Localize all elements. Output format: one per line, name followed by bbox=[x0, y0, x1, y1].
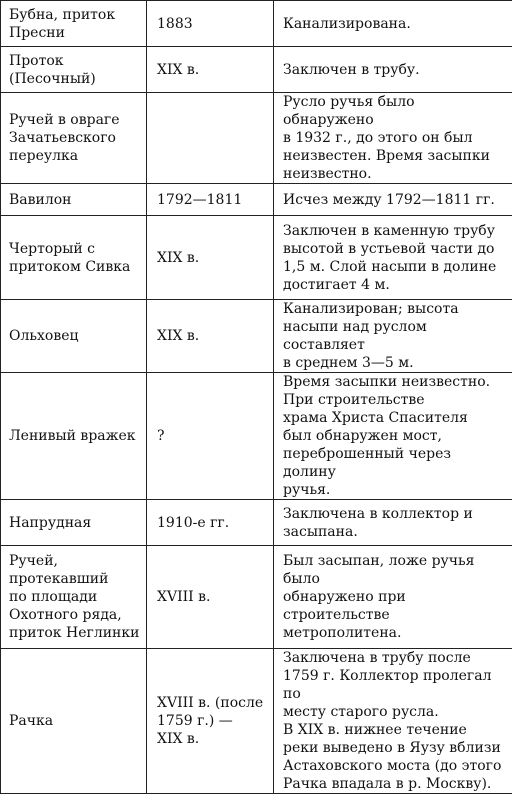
river-name: Проток (Песочный) bbox=[9, 52, 140, 88]
river-year: XIX в. bbox=[157, 61, 267, 79]
river-name: Рачка bbox=[9, 712, 140, 730]
year-cell bbox=[147, 47, 274, 93]
note-cell bbox=[274, 546, 512, 649]
table-row bbox=[1, 373, 512, 500]
table-row bbox=[1, 300, 512, 373]
river-name: Черторый с притоком Сивка bbox=[9, 240, 140, 276]
note-cell bbox=[274, 300, 512, 373]
river-name: Ручей в овраге Зачатьевского переулка bbox=[9, 111, 140, 165]
table-row bbox=[1, 1, 512, 47]
river-year: ? bbox=[157, 427, 267, 445]
river-name: Ленивый вражек bbox=[9, 427, 140, 445]
river-name-cell bbox=[1, 47, 147, 93]
river-name-cell bbox=[1, 184, 147, 216]
river-year: XIX в. bbox=[157, 327, 267, 345]
year-cell bbox=[147, 300, 274, 373]
river-note: Заключен в трубу. bbox=[283, 61, 508, 79]
river-year: XIX в. bbox=[157, 249, 267, 267]
river-year: XVIII в. bbox=[157, 588, 267, 606]
note-cell bbox=[274, 216, 512, 300]
river-note: Исчез между 1792—1811 гг. bbox=[283, 191, 508, 209]
river-name-cell bbox=[1, 93, 147, 184]
note-cell bbox=[274, 373, 512, 500]
table-row bbox=[1, 500, 512, 546]
river-note: Канализирована. bbox=[283, 15, 508, 33]
river-name: Ручей, протекавший по площади Охотного ряда, приток Неглинки bbox=[9, 552, 140, 642]
river-year: 1792—1811 bbox=[157, 191, 267, 209]
river-name: Бубна, приток Пресни bbox=[9, 6, 140, 42]
year-cell bbox=[147, 93, 274, 184]
note-cell bbox=[274, 47, 512, 93]
river-note: Время засыпки неизвестно. При строительстве храма Христа Спасителя был обнаружен мост, переброшенный через долину ручья. bbox=[283, 373, 508, 499]
river-name-cell bbox=[1, 1, 147, 47]
river-year: 1883 bbox=[157, 15, 267, 33]
river-note: Русло ручья было обнаружено в 1932 г., до этого он был неизвестен. Время засыпки неизвестно. bbox=[283, 93, 508, 183]
year-cell bbox=[147, 500, 274, 546]
table-row bbox=[1, 184, 512, 216]
table-row bbox=[1, 93, 512, 184]
river-name: Напрудная bbox=[9, 514, 140, 532]
note-cell bbox=[274, 184, 512, 216]
note-cell bbox=[274, 1, 512, 47]
year-cell bbox=[147, 546, 274, 649]
year-cell bbox=[147, 373, 274, 500]
note-cell bbox=[274, 500, 512, 546]
table-row bbox=[1, 649, 512, 794]
year-cell bbox=[147, 184, 274, 216]
river-note: Заключена в коллектор и засыпана. bbox=[283, 505, 508, 541]
table-row bbox=[1, 216, 512, 300]
river-name-cell bbox=[1, 649, 147, 794]
note-cell bbox=[274, 649, 512, 794]
river-name-cell bbox=[1, 300, 147, 373]
river-year: XVIII в. (после 1759 г.) — XIX в. bbox=[157, 694, 267, 748]
note-cell bbox=[274, 93, 512, 184]
river-name-cell bbox=[1, 546, 147, 649]
river-year: 1910-е гг. bbox=[157, 514, 267, 532]
year-cell bbox=[147, 1, 274, 47]
river-note: Канализирован; высота насыпи над руслом составляет в среднем 3—5 м. bbox=[283, 300, 508, 372]
table-row bbox=[1, 546, 512, 649]
river-name: Ольховец bbox=[9, 327, 140, 345]
year-cell bbox=[147, 649, 274, 794]
river-note: Был засыпан, ложе ручья было обнаружено при строительстве метрополитена. bbox=[283, 552, 508, 642]
river-note: Заключен в каменную трубу высотой в устьевой части до 1,5 м. Слой насыпи в долине достигает 4 м. bbox=[283, 222, 508, 294]
river-name-cell bbox=[1, 216, 147, 300]
river-name: Вавилон bbox=[9, 191, 140, 209]
river-name-cell bbox=[1, 373, 147, 500]
river-note: Заключена в трубу после 1759 г. Коллектор пролегал по месту старого русла. В XIX в. нижнее течение реки выведено в Яузу вблизи Астаховского моста (до этого Рачка впадала в р. Москву). bbox=[283, 649, 508, 793]
table-row bbox=[1, 47, 512, 93]
year-cell bbox=[147, 216, 274, 300]
river-name-cell bbox=[1, 500, 147, 546]
